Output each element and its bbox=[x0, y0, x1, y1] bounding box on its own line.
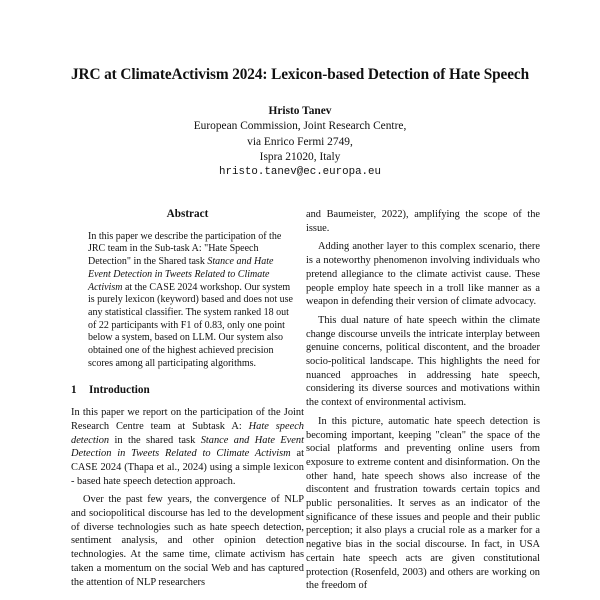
body-paragraph: This dual nature of hate speech within the climate change discourse unveils the intricate interplay between genuine concerns, political discontent, and the broader socio-political landscape. This highlights the need for nuanced approaches in addressing hate speech, considering its diverse sources and motivations within the context of environmental activism. bbox=[306, 314, 540, 409]
intro-paragraph: Over the past few years, the convergence of NLP and sociopolitical discourse has led to the development of diverse technologies such as hate speech detection, sentiment analysis, and other opinion detection technologies. At the same time, climate activism has taken a momentum on the social Web and has captured the attention of NLP researchers bbox=[71, 494, 304, 588]
affiliation-line: Ispra 21020, Italy bbox=[259, 150, 341, 163]
body-paragraph: and Baumeister, 2022), amplifying the scope of the issue. bbox=[306, 209, 540, 234]
affiliation-line: European Commission, Joint Research Centre, bbox=[193, 120, 407, 133]
author-block bbox=[0, 104, 600, 180]
right-column bbox=[306, 208, 540, 593]
intro-paragraph: In this paper we report on the participation of the Joint Research Centre team at Subtask A: Hate speech detection in the shared task Stance and Hate Event Detection in Tweets Related to Climate Activism at CASE 2024 (Thapa et al., 2024) using a simple lexicon - based hate speech detection approach. bbox=[71, 407, 304, 487]
section-title: Introduction bbox=[89, 384, 150, 397]
author-email: hristo.tanev@ec.europa.eu bbox=[219, 166, 381, 179]
affiliation-line: via Enrico Fermi 2749, bbox=[247, 135, 353, 148]
section-heading bbox=[71, 384, 304, 398]
body-paragraph: Adding another layer to this complex scenario, there is a noteworthy phenomenon involving individuals who pretend allegiance to the climate activist cause. These people employ hate speech in a troll like manner as a weapon in defending their version of climate advocacy. bbox=[306, 241, 540, 308]
body-paragraph: In this picture, automatic hate speech detection is becoming important, keeping "clean" the space of the social platforms and preventing online users from exposure to extreme content and disinformation. On the other hand, hate speech shows also increase of the discontent and frustration towards certain topics and public personalities. It serves as an indicator of the significance of these issues and people and their public perception; it also plays a crucial role as a marker for a negative bias in the social discourse. In fact, in USA certain hate speech acts are given constitutional protection (Rosenfeld, 2003) and others are working on the freedom of bbox=[306, 415, 540, 592]
left-column bbox=[71, 208, 304, 589]
paper-title: JRC at ClimateActivism 2024: Lexicon-based Detection of Hate Speech bbox=[70, 66, 530, 83]
abstract-heading: Abstract bbox=[166, 208, 209, 220]
author-name: Hristo Tanev bbox=[268, 105, 332, 117]
section-number: 1 bbox=[71, 384, 77, 397]
abstract-text: In this paper we describe the participation of the JRC team in the Sub-task A: "Hate Speech Detection" in the Shared task Stance and Hate Event Detection in Tweets Related to Climate Activism at the CASE 2024 workshop. Our system is purely lexicon (keyword) based and does not use any statistical classifier. The system ranked 18 out of 22 participants with F1 of 0.83, only one point below a system, based on LLM. Our system also obtained one of the highest achieved precision scores among all participating algorithms. bbox=[88, 230, 293, 369]
